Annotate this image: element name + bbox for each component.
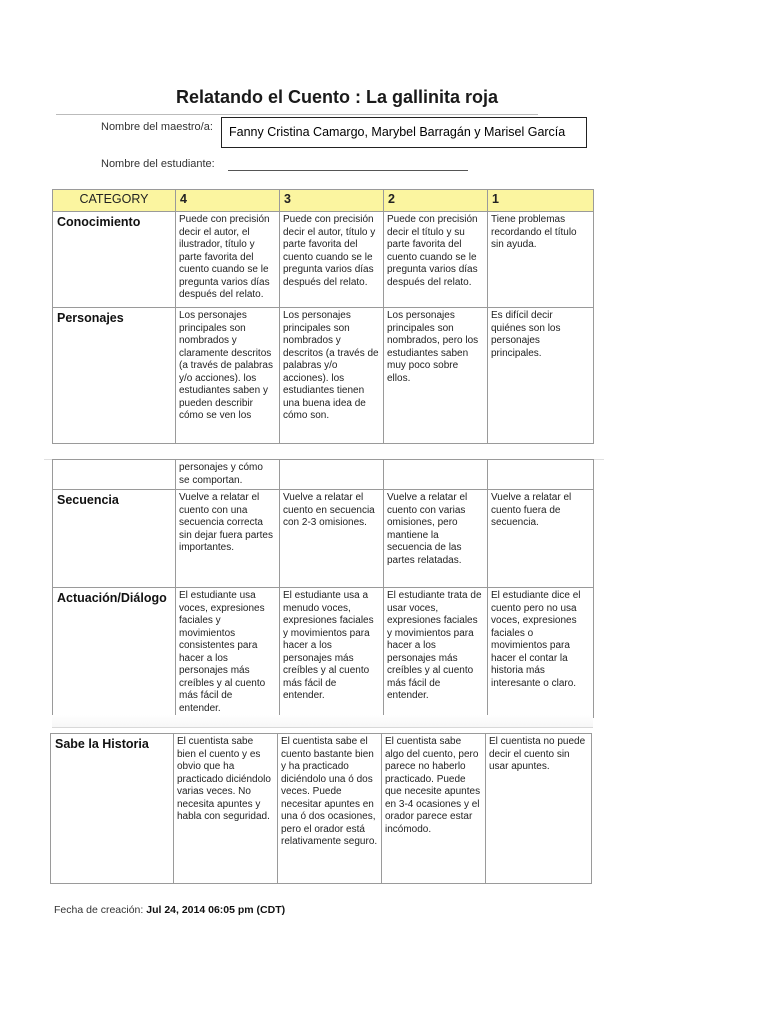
header-category: CATEGORY (53, 190, 176, 212)
rubric-row-conocimiento (53, 212, 594, 308)
rubric-table-part-1 (52, 189, 594, 444)
category-cell: Actuación/Diálogo (53, 588, 176, 718)
score-4-cell: Vuelve a relatar el cuento con una secuencia correcta sin dejar fuera partes importantes. (176, 490, 280, 588)
header-score-1: 1 (488, 190, 594, 212)
score-1-cell: El cuentista no puede decir el cuento sin usar apuntes. (486, 734, 592, 884)
rubric-row-secuencia (53, 490, 594, 588)
score-2-cell: El estudiante trata de usar voces, expresiones faciales y movimientos para hacer a los personajes más creíbles y al cuento más fácil de entender. (384, 588, 488, 718)
score-4-cell: Puede con precisión decir el autor, el ilustrador, título y parte favorita del cuento cuando se le pregunta varios días después del relato. (176, 212, 280, 308)
teacher-label: Nombre del maestro/a: (101, 121, 213, 133)
teacher-name-field: Fanny Cristina Camargo, Marybel Barragán y Marisel García (221, 117, 587, 148)
category-cell: Secuencia (53, 490, 176, 588)
student-label: Nombre del estudiante: (101, 158, 215, 170)
score-3-cell: Vuelve a relatar el cuento en secuencia con 2-3 omisiones. (280, 490, 384, 588)
score-2-cell: Puede con precisión decir el título y su parte favorita del cuento cuando se le pregunta varios días después del relato. (384, 212, 488, 308)
student-name-line (228, 170, 468, 171)
score-1-cell: Tiene problemas recordando el título sin ayuda. (488, 212, 594, 308)
score-1-cell: Es difícil decir quiénes son los personajes principales. (488, 308, 594, 444)
score-2-cell: El cuentista sabe algo del cuento, pero parece no haberlo practicado. Puede que necesite apuntes en 3-4 ocasiones y el orador parece estar incómodo. (382, 734, 486, 884)
score-2-cell: Los personajes principales son nombrados, pero los estudiantes saben muy poco sobre ellos. (384, 308, 488, 444)
score-3-cell: El estudiante usa a menudo voces, expresiones faciales y movimientos para hacer a los personajes más creíbles y al cuento más fácil de entender. (280, 588, 384, 718)
rubric-row-personajes-continued (53, 460, 594, 490)
rubric-row-actuacion (53, 588, 594, 718)
score-2-cell (384, 460, 488, 490)
document-title: Relatando el Cuento : La gallinita roja (176, 87, 499, 107)
score-4-cell: personajes y cómo se comportan. (176, 460, 280, 490)
score-3-cell: El cuentista sabe el cuento bastante bien y ha practicado diciéndolo una ó dos veces. Puede necesitar apuntes en una ó dos ocasiones, pero el orador está relativamente seguro. (278, 734, 382, 884)
score-1-cell: El estudiante dice el cuento pero no usa voces, expresiones faciales o movimientos para hacer el contar la historia más interesante o claro. (488, 588, 594, 718)
rubric-table-part-3 (50, 733, 592, 884)
category-cell: Conocimiento (53, 212, 176, 308)
score-4-cell: El cuentista sabe bien el cuento y es obvio que ha practicado diciéndolo varias veces. No necesita apuntes y habla con seguridad. (174, 734, 278, 884)
header-score-2: 2 (384, 190, 488, 212)
header-score-3: 3 (280, 190, 384, 212)
title-divider (56, 114, 538, 115)
rubric-table-part-2 (52, 459, 594, 718)
rubric-header-row (53, 190, 594, 212)
score-1-cell (488, 460, 594, 490)
score-4-cell: Los personajes principales son nombrados y claramente descritos (a través de palabras y/o acciones). los estudiantes saben y pueden describir cómo se ven los (176, 308, 280, 444)
score-3-cell (280, 460, 384, 490)
score-1-cell: Vuelve a relatar el cuento fuera de secuencia. (488, 490, 594, 588)
category-cell (53, 460, 176, 490)
rubric-row-personajes (53, 308, 594, 444)
score-2-cell: Vuelve a relatar el cuento con varias omisiones, pero mantiene la secuencia de las partes relatadas. (384, 490, 488, 588)
creation-date-value: Jul 24, 2014 06:05 pm (CDT) (146, 904, 286, 916)
creation-date (54, 904, 285, 916)
category-cell: Personajes (53, 308, 176, 444)
score-4-cell: El estudiante usa voces, expresiones faciales y movimientos consistentes para hacer a los personajes más creíbles y al cuento más fácil de entender. (176, 588, 280, 718)
creation-date-label: Fecha de creación: (54, 904, 144, 916)
score-3-cell: Puede con precisión decir el autor, título y parte favorita del cuento cuando se le pregunta varios días después del relato. (280, 212, 384, 308)
page-break (52, 715, 593, 728)
category-cell: Sabe la Historia (51, 734, 174, 884)
rubric-row-sabe-la-historia (51, 734, 592, 884)
score-3-cell: Los personajes principales son nombrados y descritos (a través de palabras y/o acciones). los estudiantes tienen una buena idea de cómo son. (280, 308, 384, 444)
header-score-4: 4 (176, 190, 280, 212)
